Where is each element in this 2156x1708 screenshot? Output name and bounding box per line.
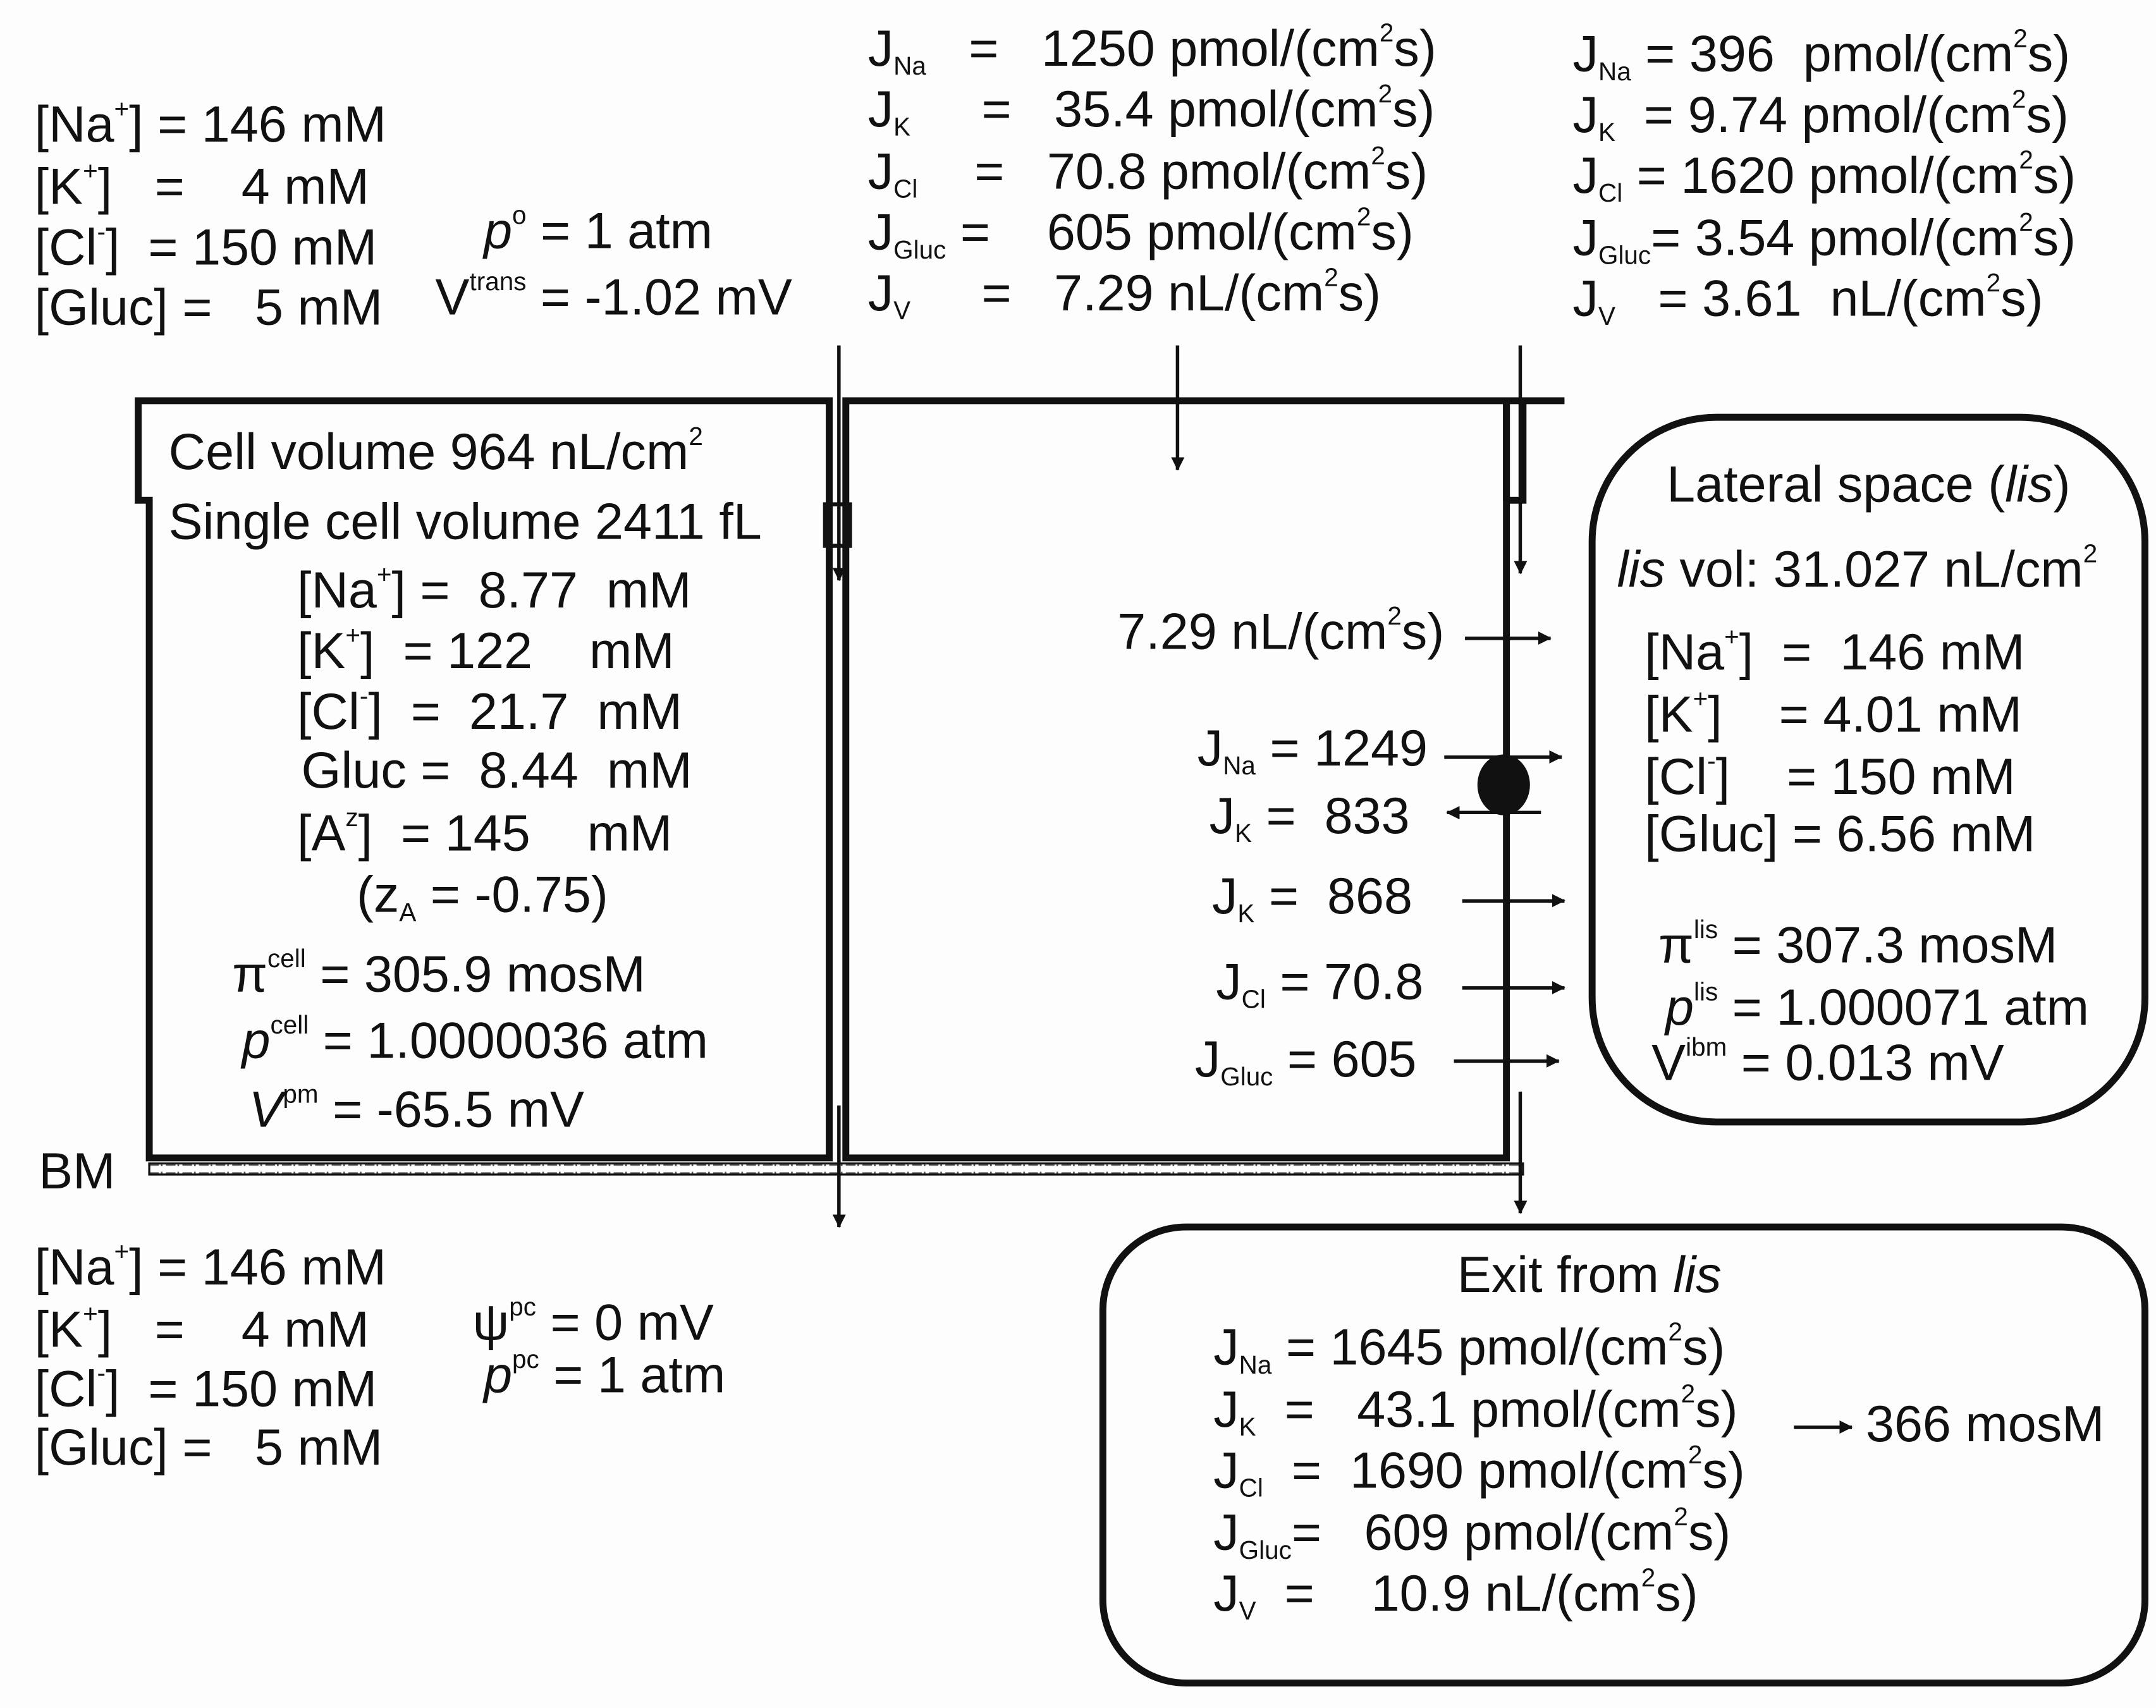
apical-flux-cl: $J_{Cl}$ = 70.8 pmol/$(cm^2s)$ (867, 140, 1428, 204)
superscript: pm (283, 1079, 319, 1109)
superscript: 2 (1324, 262, 1338, 292)
subscript: Cl (1239, 1473, 1263, 1503)
superscript: + (83, 156, 98, 185)
subscript: Cl (1598, 178, 1623, 207)
superscript: 2 (2012, 84, 2026, 114)
superscript: 2 (2019, 145, 2033, 174)
superscript: 2 (1356, 202, 1371, 231)
lateral-flux-cl: $J_{Cl} = 70.8$ (1216, 953, 1424, 1014)
transepithelial-voltage: $V^{trans} = -1.02$ mV (435, 266, 792, 326)
single-cell-volume: Single cell volume 2411 fL (168, 493, 762, 550)
superscript: 2 (1674, 1502, 1688, 1531)
superscript: + (83, 1298, 98, 1328)
lateral-flux-k-pump: $J_K = 833$ (1209, 787, 1410, 848)
superscript: - (97, 1358, 106, 1388)
subscript: K (1239, 1412, 1256, 1441)
apical-flux-k: $J_K$ = 35.4 pmol/$(cm^2s)$ (867, 78, 1435, 142)
lis-k: [K+] = 4.01 mM (1645, 684, 2023, 743)
italic-text: p (242, 1012, 271, 1069)
superscript: 2 (1379, 18, 1394, 47)
basal-cl: [Cl-] = 150 mM (34, 1358, 377, 1417)
superscript: cell (267, 943, 306, 973)
basal-pressure: $p^{pc} = 1$ atm (484, 1344, 726, 1403)
cell-cl: [Cl-] = 21.7 mM (297, 681, 683, 740)
italic-text: p (1665, 979, 1694, 1036)
tight-junction-right (1507, 401, 1565, 500)
italic-text: p (484, 202, 513, 259)
apical-gluc: [Gluc] = 5 mM (34, 279, 383, 336)
superscript: 2 (1641, 1563, 1656, 1592)
basal-na: [Na+] = 146 mM (34, 1236, 386, 1296)
italic-text: p (484, 1346, 513, 1403)
subscript: K (893, 112, 911, 142)
junction-flux-k: $J_K = 9.74$ pmol/$(cm^2s)$ (1572, 84, 2069, 147)
junction-flux-v: $J_V = 3.61$ $nL/(cm^2s)$ (1572, 268, 2043, 331)
cell-membrane-potential: $V^{pm} = -65.5$ mV (248, 1079, 584, 1138)
subscript: K (1237, 898, 1255, 928)
italic-text: lis (2005, 456, 2054, 513)
cell-osmolality: $\pi^{cell} = 305.9$ mosM (232, 943, 646, 1003)
superscript: 2 (2083, 539, 2098, 568)
apical-flux-gluc: $J_{Gluc}$ = 605 pmol/$(cm^2s)$ (867, 202, 1414, 264)
superscript: o (512, 200, 527, 229)
subscript: Na (893, 51, 926, 80)
italic-text: lis (1673, 1246, 1722, 1303)
superscript: lis (1693, 977, 1718, 1006)
subscript: K (1598, 117, 1615, 147)
junction-flux-na: $J_{Na} = 396$ pmol/$(cm^2s)$ (1572, 23, 2071, 86)
superscript: 2 (1378, 78, 1393, 108)
superscript: 2 (1986, 268, 2001, 297)
exit-flux-gluc: $J_{Gluc}= 609$ pmol/$(cm^2s)$ (1213, 1502, 1731, 1565)
superscript: 2 (1371, 140, 1385, 170)
apical-na: [Na+] = 146 mM (34, 94, 386, 153)
subscript: Gluc (1239, 1535, 1292, 1565)
superscript: cell (270, 1010, 309, 1039)
italic-text: V (248, 1081, 283, 1138)
superscript: z (345, 803, 358, 832)
apical-k: [K+] = 4 mM (34, 156, 369, 216)
cell-anion-valence: $(z_A = -0.75)$ (356, 866, 608, 927)
cell-gluc: Gluc = 8.44 mM (301, 741, 692, 799)
subscript: Gluc (893, 235, 946, 264)
basement-membrane-label: BM (39, 1142, 116, 1200)
superscript: 2 (1681, 1379, 1696, 1408)
exit-osmolality: 366 mosM (1865, 1395, 2105, 1453)
superscript: + (376, 559, 392, 589)
lateral-flux-k: $J_K = 868$ (1211, 867, 1412, 928)
subscript: V (893, 295, 911, 325)
exit-flux-v: $J_V$ = 10.9 $nL/(cm^2s)$ (1213, 1563, 1698, 1625)
superscript: 2 (689, 421, 703, 451)
basal-k: [K+] = 4 mM (34, 1298, 369, 1358)
subscript: Na (1223, 750, 1256, 780)
subscript: Gluc (1220, 1061, 1273, 1091)
superscript: trans (469, 266, 527, 296)
superscript: + (1724, 621, 1739, 651)
cell-pressure: $p^{cell} = 1.0000036$ atm (242, 1010, 709, 1069)
superscript: + (114, 94, 130, 123)
lis-pressure: $p^{lis} = 1.000071$ atm (1665, 977, 2090, 1036)
superscript: 2 (2013, 23, 2028, 53)
basement-membrane (149, 1164, 1523, 1174)
cell-na: [Na+] = 8.77 mM (297, 559, 692, 619)
superscript: lis (1693, 915, 1718, 944)
superscript: 2 (1687, 1439, 1703, 1469)
lis-voltage: $V^{ibm} = 0.013$ mV (1651, 1032, 2004, 1091)
subscript: Na (1598, 56, 1631, 86)
superscript: - (1707, 746, 1716, 776)
superscript: - (97, 217, 106, 247)
lis-osmolality: $\pi^{lis} = 307.3$ mosM (1658, 915, 2058, 974)
lateral-flux-na: $J_{Na} = 1249$ (1197, 719, 1428, 780)
subscript: Na (1239, 1350, 1272, 1379)
lis-gluc: [Gluc] = 6.56 mM (1645, 805, 2036, 863)
subscript: A (399, 897, 417, 927)
superscript: ibm (1686, 1032, 1727, 1061)
basal-potential: $\psi^{pc} = 0$ mV (472, 1291, 714, 1351)
apical-cl: [Cl-] = 150 mM (34, 217, 377, 276)
subscript: Gluc (1598, 240, 1651, 270)
lis-title: Lateral space (lis) (1667, 456, 2071, 513)
na-k-pump-icon (1478, 755, 1530, 815)
lateral-flux-v: 7.29 $nL/(cm^2s)$ (1117, 601, 1445, 660)
superscript: 2 (1668, 1317, 1682, 1346)
superscript: + (1693, 684, 1708, 713)
exit-title: Exit from lis (1457, 1246, 1722, 1303)
lis-cl: [Cl-] = 150 mM (1645, 746, 2016, 805)
subscript: K (1235, 819, 1253, 848)
italic-text: lis (1617, 540, 1665, 598)
superscript: pc (509, 1291, 536, 1321)
apical-flux-na: $J_{Na} = 1250$ pmol/$(cm^2s)$ (867, 18, 1436, 80)
lis-na: [Na+] = 146 mM (1645, 621, 2025, 681)
junction-flux-gluc: $J_{Gluc}= 3.54$ pmol/$(cm^2s)$ (1572, 207, 2076, 270)
exit-flux-na: $J_{Na} = 1645$ pmol/$(cm^2s)$ (1213, 1317, 1725, 1379)
superscript: pc (512, 1344, 539, 1374)
lis-volume: lis vol: 31.027 $nL/cm^2$ (1617, 539, 2098, 598)
basal-gluc: [Gluc] = 5 mM (34, 1418, 383, 1476)
cell-k: [K+] = 122 mM (297, 620, 675, 680)
superscript: + (345, 620, 361, 650)
exit-flux-cl: $J_{Cl} = 1690$ pmol/$(cm^2s)$ (1213, 1439, 1745, 1503)
superscript: + (114, 1236, 130, 1266)
apical-pressure: $p^o = 1$ atm (484, 200, 713, 259)
superscript: 2 (1387, 601, 1402, 630)
superscript: - (359, 681, 369, 711)
exit-flux-k: $J_K = 43.1$ pmol/$(cm^2s)$ (1213, 1379, 1738, 1441)
subscript: Cl (893, 174, 918, 204)
lateral-flux-gluc: $J_{Gluc} = 605$ (1194, 1030, 1417, 1091)
apical-flux-v: $J_V$ = 7.29 $nL/(cm^2s)$ (867, 262, 1381, 325)
subscript: V (1598, 301, 1615, 331)
cell-anion: $[A^z] = 145$ mM (297, 803, 673, 862)
subscript: V (1239, 1595, 1256, 1625)
cell-volume: Cell volume 964 $nL/cm^2$ (168, 421, 703, 480)
subscript: Cl (1241, 984, 1266, 1014)
junction-flux-cl: $J_{Cl} = 1620$ pmol/$(cm^2s)$ (1572, 145, 2076, 207)
superscript: 2 (2019, 207, 2033, 236)
